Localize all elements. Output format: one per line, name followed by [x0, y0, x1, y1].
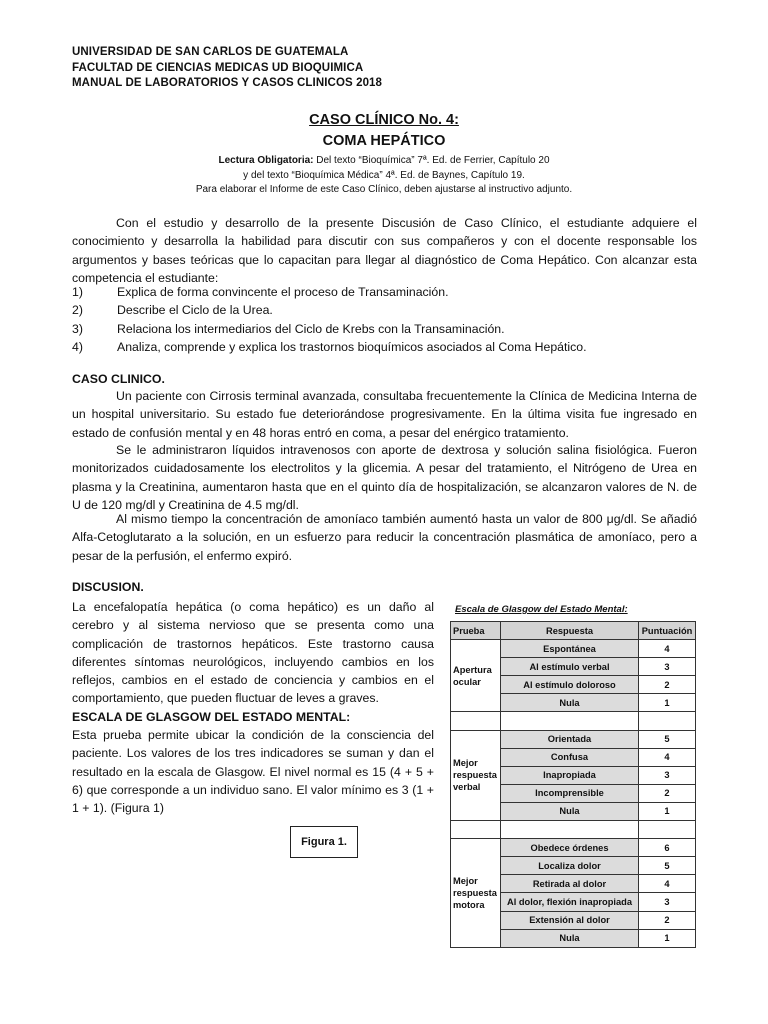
discussion-body [72, 598, 434, 818]
case-text-2: Se le administraron líquidos intravenosos con aporte de dextrosa y solución salina fisiológica. Fueron monitorizados cuidadosamente los electrolitos y la glicemia. A pesar del tratamiento, el Nitrógeno de Urea en plasma y la Creatinina, aumentaron hasta que en el quinto día de hospitalización, se alcanzaron valores de N. de U de 120 mg/dl y Creatinina de 4.5 mg/dl. [72, 443, 697, 512]
intro-paragraph [72, 214, 697, 287]
response-cell: Espontánea [501, 640, 639, 658]
group-label: Apertura ocular [451, 640, 501, 712]
case-title: CASO CLÍNICO No. 4: [309, 112, 459, 128]
score-cell: 2 [639, 784, 696, 802]
score-cell: 1 [639, 802, 696, 820]
item-text: Analiza, comprende y explica los trastornos bioquímicos asociados al Coma Hepático. [117, 339, 587, 354]
reading-label: Lectura Obligatoria: [218, 155, 314, 166]
table-header-row [451, 622, 696, 640]
reading-line-2: y del texto “Bioquímica Médica” 4ª. Ed. de Baynes, Capítulo 19. [243, 169, 525, 181]
case-text-3: Al mismo tiempo la concentración de amoníaco también aumentó hasta un valor de 800 μg/dl. Se añadió Alfa-Cetoglutarato a la solución, en un esfuerzo para reducir la concentración plasmática de amoníaco, pero a pesar de la perfusión, el enfermo expiró. [72, 512, 697, 563]
response-cell: Retirada al dolor [501, 875, 639, 893]
score-cell: 3 [639, 658, 696, 676]
item-number: 1) [72, 285, 83, 299]
glasgow-table [450, 621, 696, 948]
response-cell: Inapropiada [501, 766, 639, 784]
item-number: 3) [72, 321, 83, 336]
response-cell: Localiza dolor [501, 857, 639, 875]
score-cell: 3 [639, 893, 696, 911]
header-manual: MANUAL DE LABORATORIOS Y CASOS CLINICOS 2018 [72, 77, 383, 89]
response-cell: Extensión al dolor [501, 911, 639, 929]
case-subtitle: COMA HEPÁTICO [322, 133, 446, 149]
response-cell: Obedece órdenes [501, 839, 639, 857]
discussion-heading: DISCUSION. [72, 580, 144, 594]
reading-text-1: Del texto “Bioquímica” 7ª. Ed. de Ferrier, Capítulo 20 [313, 155, 550, 166]
score-cell: 2 [639, 676, 696, 694]
discussion-paragraph: La encefalopatía hepática (o coma hepático) es un daño al cerebro y al sistema nervioso que se presenta como una complicación de trastornos hepáticos. Este trastorno causa diferentes síntomas neurológicos, incluyendo cambios en los reflejos, cambios en el estado de conciencia y cambios en el comportamiento, que pueden fluctuar de leves a graves. [72, 600, 434, 706]
score-cell: 5 [639, 730, 696, 748]
response-cell: Nula [501, 802, 639, 820]
score-cell: 4 [639, 748, 696, 766]
response-cell: Incomprensible [501, 784, 639, 802]
response-cell: Confusa [501, 748, 639, 766]
case-paragraph-2 [72, 441, 697, 514]
response-cell: Al estímulo verbal [501, 658, 639, 676]
reading-line-1 [0, 154, 768, 169]
response-cell: Nula [501, 929, 639, 947]
table-spacer-row [451, 712, 696, 730]
score-cell: 3 [639, 766, 696, 784]
column-header-puntuacion: Puntuación [639, 622, 696, 640]
list-item [72, 301, 587, 319]
intro-text: Con el estudio y desarrollo de la presente Discusión de Caso Clínico, el estudiante adquiere el conocimiento y desarrolla la habilidad para discutir con sus compañeros y con el docente responsable los argumentos y bases teóricas que lo capacitan para llegar al diagnóstico de Coma Hepático. Con alcanzar esta competencia el estudiante: [72, 216, 697, 285]
list-item [72, 320, 587, 338]
item-number: 4) [72, 339, 83, 354]
document-header [72, 45, 382, 92]
score-cell: 1 [639, 929, 696, 947]
group-label: Mejor respuesta verbal [451, 730, 501, 820]
list-item [72, 338, 587, 356]
glasgow-table-title: Escala de Glasgow del Estado Mental: [455, 604, 628, 615]
case-text-1: Un paciente con Cirrosis terminal avanzada, consultaba frecuentemente la Clínica de Medicina Interna de un hospital universitario. Su estado fue deteriorándose progresivamente. En la última visita fue ingresado en estado de confusión mental y en 48 horas entró en coma, a pesar del enérgico tratamiento. [72, 389, 697, 440]
score-cell: 2 [639, 911, 696, 929]
response-cell: Orientada [501, 730, 639, 748]
glasgow-explanation: Esta prueba permite ubicar la condición de la consciencia del paciente. Los valores de los tres indicadores se suman y dan el resultado en la escala de Glasgow. El nivel normal es 15 (4 + 5 + 6) que corresponde a un individuo sano. El valor mínimo es 3 (1 + 1 + 1). (Figura 1) [72, 728, 434, 816]
item-text: Relaciona los intermediarios del Ciclo de Krebs con la Transaminación. [117, 321, 505, 336]
case-heading: CASO CLINICO. [72, 372, 165, 386]
list-item [72, 283, 587, 301]
reading-line-3: Para elaborar el Informe de este Caso Clínico, deben ajustarse al instructivo adjunto. [195, 184, 573, 195]
score-cell: 5 [639, 857, 696, 875]
table-row [451, 839, 696, 857]
header-faculty: FACULTAD DE CIENCIAS MEDICAS UD BIOQUIMICA [72, 61, 364, 74]
response-cell: Nula [501, 694, 639, 712]
score-cell: 1 [639, 694, 696, 712]
score-cell: 4 [639, 875, 696, 893]
response-cell: Al estímulo doloroso [501, 676, 639, 694]
response-cell: Al dolor, flexión inapropiada [501, 893, 639, 911]
figure-caption: Figura 1. [290, 826, 358, 858]
table-spacer-row [451, 821, 696, 839]
item-number: 2) [72, 303, 83, 318]
column-header-respuesta: Respuesta [501, 622, 639, 640]
column-header-prueba: Prueba [451, 622, 501, 640]
group-label: Mejor respuesta motora [451, 839, 501, 948]
score-cell: 6 [639, 839, 696, 857]
case-paragraph-1 [72, 387, 697, 442]
header-university: UNIVERSIDAD DE SAN CARLOS DE GUATEMALA [72, 46, 349, 58]
case-paragraph-3 [72, 510, 697, 565]
objectives-list [72, 283, 587, 356]
score-cell: 4 [639, 640, 696, 658]
table-row [451, 640, 696, 658]
glasgow-section-heading: ESCALA DE GLASGOW DEL ESTADO MENTAL: [72, 709, 351, 724]
item-text: Explica de forma convincente el proceso de Transaminación. [117, 285, 449, 299]
table-row [451, 730, 696, 748]
item-text: Describe el Ciclo de la Urea. [117, 303, 273, 318]
required-reading [0, 154, 768, 198]
